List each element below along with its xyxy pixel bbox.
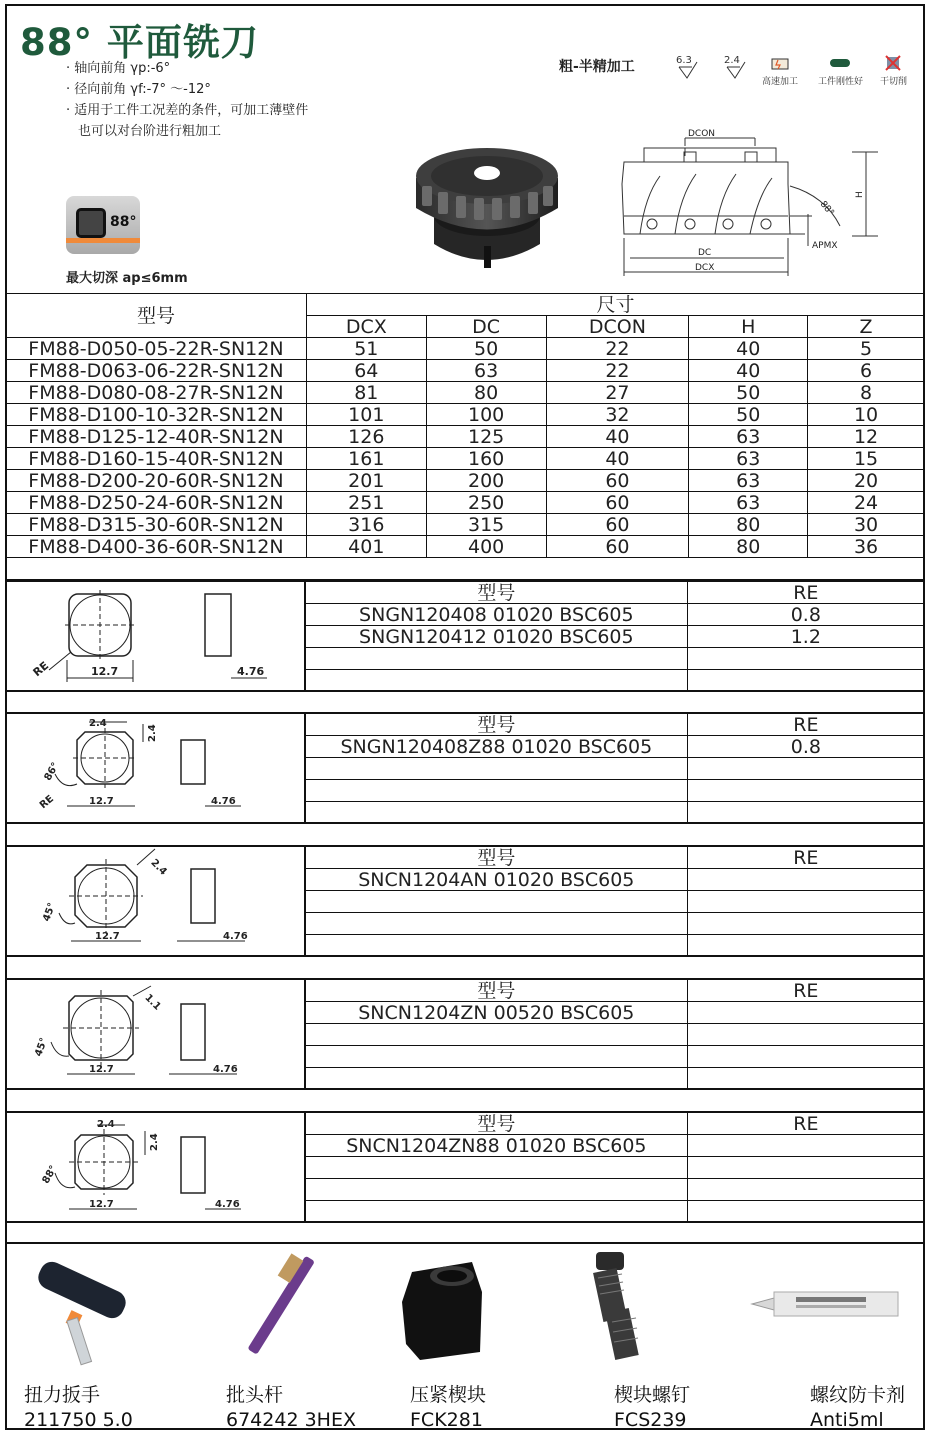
re-cell xyxy=(687,1024,924,1046)
dc-label: DC xyxy=(698,248,712,258)
insert-drawing xyxy=(5,582,303,690)
value-cell: 201 xyxy=(306,470,426,492)
roughness-2-4-icon xyxy=(718,52,758,82)
value-cell: 80 xyxy=(689,536,808,558)
model-cell xyxy=(306,802,688,824)
value-cell: 8 xyxy=(808,382,925,404)
accessory-name: 压紧楔块 xyxy=(410,1384,487,1406)
table-row xyxy=(6,360,925,382)
re-cell xyxy=(687,670,924,692)
value-cell: 12 xyxy=(808,426,925,448)
apmx-label: APMX xyxy=(812,241,838,251)
re-cell: 1.2 xyxy=(687,626,924,648)
angle-label: 88° xyxy=(817,199,836,219)
width-label: 12.7 xyxy=(89,1064,114,1075)
table-row xyxy=(306,1179,925,1201)
width-label: 12.7 xyxy=(89,1199,114,1210)
angle-label: 88° xyxy=(40,1163,60,1186)
roughness-value: 2.4 xyxy=(724,55,740,66)
value-cell: 63 xyxy=(426,360,546,382)
table-row xyxy=(306,1157,925,1179)
value-cell: 6 xyxy=(808,360,925,382)
value-cell: 22 xyxy=(546,338,689,360)
insert-table xyxy=(305,581,925,692)
table-row xyxy=(6,404,925,426)
value-cell: 10 xyxy=(808,404,925,426)
value-cell: 200 xyxy=(426,470,546,492)
model-cell: FM88-D200-20-60R-SN12N xyxy=(6,470,307,492)
re-header: RE xyxy=(687,1113,924,1135)
insert-section xyxy=(5,978,925,1090)
re-cell xyxy=(687,913,924,935)
width-label: 12.7 xyxy=(89,796,114,807)
feature-item: · 径向前角 γf:-7° ～-12° xyxy=(66,82,211,97)
wedge-screw-image xyxy=(586,1248,666,1368)
model-cell: FM88-D125-12-40R-SN12N xyxy=(6,426,307,448)
table-row xyxy=(306,1024,925,1046)
value-cell: 20 xyxy=(808,470,925,492)
model-cell xyxy=(306,891,688,913)
angle-label: 45° xyxy=(41,901,58,924)
value-cell: 30 xyxy=(808,514,925,536)
model-cell xyxy=(306,758,688,780)
cutter-drawing xyxy=(600,126,890,278)
table-row xyxy=(6,382,925,404)
column-header: DCON xyxy=(546,316,689,338)
value-cell: 80 xyxy=(689,514,808,536)
table-row xyxy=(306,891,925,913)
value-cell: 401 xyxy=(306,536,426,558)
value-cell: 161 xyxy=(306,448,426,470)
value-cell: 15 xyxy=(808,448,925,470)
page-title: 88° 平面铣刀 xyxy=(20,21,259,64)
column-header: Z xyxy=(808,316,925,338)
thickness-label: 4.76 xyxy=(215,1199,240,1210)
model-header: 型号 xyxy=(306,714,688,736)
table-row xyxy=(306,935,925,957)
accessory-code: Anti5ml xyxy=(810,1409,884,1431)
thickness-label: 4.76 xyxy=(223,931,248,942)
value-cell: 60 xyxy=(546,470,689,492)
model-cell xyxy=(306,1201,688,1223)
table-row xyxy=(306,1135,925,1157)
bit-holder-image xyxy=(210,1252,340,1367)
model-cell xyxy=(306,780,688,802)
value-cell: 27 xyxy=(546,382,689,404)
re-label: RE xyxy=(37,793,57,812)
value-cell: 63 xyxy=(689,448,808,470)
feature-item: 也可以对台阶进行粗加工 xyxy=(78,124,222,139)
value-cell: 316 xyxy=(306,514,426,536)
table-row xyxy=(306,802,925,824)
value-cell: 60 xyxy=(546,514,689,536)
re-cell xyxy=(687,1135,924,1157)
table-row xyxy=(306,648,925,670)
value-cell: 22 xyxy=(546,360,689,382)
model-cell: FM88-D315-30-60R-SN12N xyxy=(6,514,307,536)
accessory-code: FCK281 xyxy=(410,1409,483,1431)
value-cell: 80 xyxy=(426,382,546,404)
value-cell: 251 xyxy=(306,492,426,514)
model-cell xyxy=(306,648,688,670)
model-header: 型号 xyxy=(306,980,688,1002)
model-cell: FM88-D050-05-22R-SN12N xyxy=(6,338,307,360)
value-cell: 24 xyxy=(808,492,925,514)
model-cell: FM88-D250-24-60R-SN12N xyxy=(6,492,307,514)
model-cell: FM88-D063-06-22R-SN12N xyxy=(6,360,307,382)
value-cell: 126 xyxy=(306,426,426,448)
table-row xyxy=(306,1002,925,1024)
value-cell: 315 xyxy=(426,514,546,536)
chamfer-side-label: 2.4 xyxy=(149,1133,160,1151)
insert-drawing xyxy=(5,847,303,955)
re-header: RE xyxy=(687,714,924,736)
model-header: 型号 xyxy=(306,582,688,604)
angle-label: 45° xyxy=(33,1036,50,1059)
insert-section xyxy=(5,845,925,957)
feature-item: · 适用于工件工况差的条件，可加工薄壁件 xyxy=(66,103,309,118)
max-cut-depth: 最大切深 ap≤6mm xyxy=(66,271,188,286)
cutter-photo xyxy=(412,146,562,274)
high-speed-icon xyxy=(770,56,790,72)
table-row xyxy=(6,448,925,470)
re-cell xyxy=(687,1157,924,1179)
re-label: RE xyxy=(30,658,52,680)
table-row xyxy=(306,670,925,692)
model-cell: SNGN120408 01020 BSC605 xyxy=(306,604,688,626)
insert-drawing xyxy=(5,980,303,1088)
value-cell: 50 xyxy=(689,404,808,426)
value-cell: 60 xyxy=(546,536,689,558)
column-header: H xyxy=(689,316,808,338)
roughness-6-3-icon xyxy=(670,52,710,82)
model-cell: FM88-D400-36-60R-SN12N xyxy=(6,536,307,558)
table-row xyxy=(6,470,925,492)
insert-section xyxy=(5,712,925,824)
re-cell xyxy=(687,648,924,670)
model-cell xyxy=(306,935,688,957)
re-cell xyxy=(687,758,924,780)
cut-depth-badge xyxy=(66,196,140,254)
model-cell xyxy=(306,1179,688,1201)
high-speed-label: 高速加工 xyxy=(762,77,799,87)
model-cell xyxy=(306,1046,688,1068)
value-cell: 63 xyxy=(689,470,808,492)
value-cell: 64 xyxy=(306,360,426,382)
value-cell: 32 xyxy=(546,404,689,426)
table-row xyxy=(306,1201,925,1223)
badge-angle: 88° xyxy=(110,214,137,230)
insert-table xyxy=(305,979,925,1090)
model-cell: SNCN1204ZN 00520 BSC605 xyxy=(306,1002,688,1024)
chamfer-side-label: 2.4 xyxy=(147,724,158,742)
insert-section xyxy=(5,580,925,692)
table-row xyxy=(306,604,925,626)
model-cell: FM88-D160-15-40R-SN12N xyxy=(6,448,307,470)
insert-section xyxy=(5,1111,925,1223)
insert-square-icon xyxy=(76,208,106,238)
accessory-item xyxy=(810,1380,905,1431)
table-row xyxy=(6,536,925,558)
value-cell: 81 xyxy=(306,382,426,404)
rigid-workpiece-label: 工件刚性好 xyxy=(818,77,864,87)
chamfer-label: 2.4 xyxy=(89,718,107,729)
table-row xyxy=(306,1068,925,1090)
table-row xyxy=(306,780,925,802)
insert-drawing xyxy=(5,1113,303,1221)
accessory-name: 螺纹防卡剂 xyxy=(810,1384,906,1406)
dry-cut-icon xyxy=(884,54,902,72)
insert-table xyxy=(305,1112,925,1223)
value-cell: 40 xyxy=(546,426,689,448)
model-cell: SNGN120408Z88 01020 BSC605 xyxy=(306,736,688,758)
model-cell xyxy=(306,1068,688,1090)
value-cell: 400 xyxy=(426,536,546,558)
insert-table xyxy=(305,846,925,957)
thickness-label: 4.76 xyxy=(237,665,265,678)
model-cell xyxy=(306,670,688,692)
value-cell: 101 xyxy=(306,404,426,426)
model-cell xyxy=(306,913,688,935)
accessory-item xyxy=(410,1380,486,1431)
value-cell: 160 xyxy=(426,448,546,470)
model-header: 型号 xyxy=(306,1113,688,1135)
table-row xyxy=(306,736,925,758)
value-cell: 40 xyxy=(689,360,808,382)
accessory-item xyxy=(24,1380,133,1431)
re-cell xyxy=(687,1002,924,1024)
chamfer-label: 1.1 xyxy=(142,992,163,1013)
value-cell: 250 xyxy=(426,492,546,514)
value-cell: 125 xyxy=(426,426,546,448)
rigid-workpiece-icon xyxy=(829,57,851,69)
model-cell xyxy=(306,1157,688,1179)
machining-type: 粗-半精加工 xyxy=(559,59,635,75)
cutter-spec-table xyxy=(5,293,925,580)
anti-seize-tube-image xyxy=(748,1284,908,1324)
value-cell: 50 xyxy=(426,338,546,360)
insert-table xyxy=(305,713,925,824)
column-header: DC xyxy=(426,316,546,338)
torque-wrench-image xyxy=(30,1252,140,1367)
value-cell: 60 xyxy=(546,492,689,514)
depth-bar xyxy=(66,238,140,243)
dry-cut-label: 干切削 xyxy=(880,77,908,87)
accessory-code: 674242 3HEX xyxy=(226,1409,356,1431)
value-cell: 63 xyxy=(689,426,808,448)
table-row xyxy=(306,869,925,891)
clamp-wedge-image xyxy=(392,1252,492,1367)
table-row xyxy=(6,492,925,514)
table-row xyxy=(6,338,925,360)
spacer-row xyxy=(6,558,925,580)
value-cell: 63 xyxy=(689,492,808,514)
chamfer-label: 2.4 xyxy=(148,857,169,878)
width-label: 12.7 xyxy=(95,931,120,942)
value-cell: 50 xyxy=(689,382,808,404)
insert-drawing xyxy=(5,714,303,822)
feature-list xyxy=(66,58,308,142)
re-cell: 0.8 xyxy=(687,604,924,626)
accessory-name: 扭力扳手 xyxy=(24,1384,101,1406)
angle-label: 86° xyxy=(42,760,62,783)
value-cell: 40 xyxy=(689,338,808,360)
accessory-item xyxy=(226,1380,356,1431)
chamfer-label: 2.4 xyxy=(97,1119,115,1130)
accessory-code: FCS239 xyxy=(614,1409,687,1431)
model-cell: FM88-D080-08-27R-SN12N xyxy=(6,382,307,404)
thickness-label: 4.76 xyxy=(211,796,236,807)
accessory-item xyxy=(614,1380,690,1431)
table-row xyxy=(6,426,925,448)
dcx-label: DCX xyxy=(695,263,715,273)
value-cell: 51 xyxy=(306,338,426,360)
re-cell xyxy=(687,780,924,802)
re-cell xyxy=(687,802,924,824)
dcon-label: DCON xyxy=(688,129,716,139)
column-header: DCX xyxy=(306,316,426,338)
table-row xyxy=(306,758,925,780)
table-row xyxy=(306,626,925,648)
accessory-name: 批头杆 xyxy=(226,1384,284,1406)
re-cell xyxy=(687,869,924,891)
re-cell: 0.8 xyxy=(687,736,924,758)
feature-item: · 轴向前角 γp:-6° xyxy=(66,61,171,76)
model-header: 型号 xyxy=(306,847,688,869)
width-label: 12.7 xyxy=(91,665,119,678)
re-cell xyxy=(687,1179,924,1201)
re-header: RE xyxy=(687,847,924,869)
re-cell xyxy=(687,1201,924,1223)
re-header: RE xyxy=(687,980,924,1002)
table-row xyxy=(306,913,925,935)
value-cell: 36 xyxy=(808,536,925,558)
accessory-divider xyxy=(5,1242,925,1244)
re-cell xyxy=(687,891,924,913)
roughness-value: 6.3 xyxy=(676,55,692,66)
model-cell: SNGN120412 01020 BSC605 xyxy=(306,626,688,648)
accessory-name: 楔块螺钉 xyxy=(614,1384,691,1406)
re-header: RE xyxy=(687,582,924,604)
model-cell: SNCN1204ZN88 01020 BSC605 xyxy=(306,1135,688,1157)
accessory-code: 211750 5.0 xyxy=(24,1409,133,1431)
table-row xyxy=(6,514,925,536)
model-cell xyxy=(306,1024,688,1046)
re-cell xyxy=(687,935,924,957)
dimension-header: 尺寸 xyxy=(306,294,924,316)
re-cell xyxy=(687,1068,924,1090)
thickness-label: 4.76 xyxy=(213,1064,238,1075)
value-cell: 5 xyxy=(808,338,925,360)
re-cell xyxy=(687,1046,924,1068)
value-cell: 40 xyxy=(546,448,689,470)
h-label: H xyxy=(855,191,865,198)
model-cell: SNCN1204AN 01020 BSC605 xyxy=(306,869,688,891)
table-row xyxy=(306,1046,925,1068)
model-cell: FM88-D100-10-32R-SN12N xyxy=(6,404,307,426)
value-cell: 100 xyxy=(426,404,546,426)
model-header: 型号 xyxy=(6,294,307,338)
